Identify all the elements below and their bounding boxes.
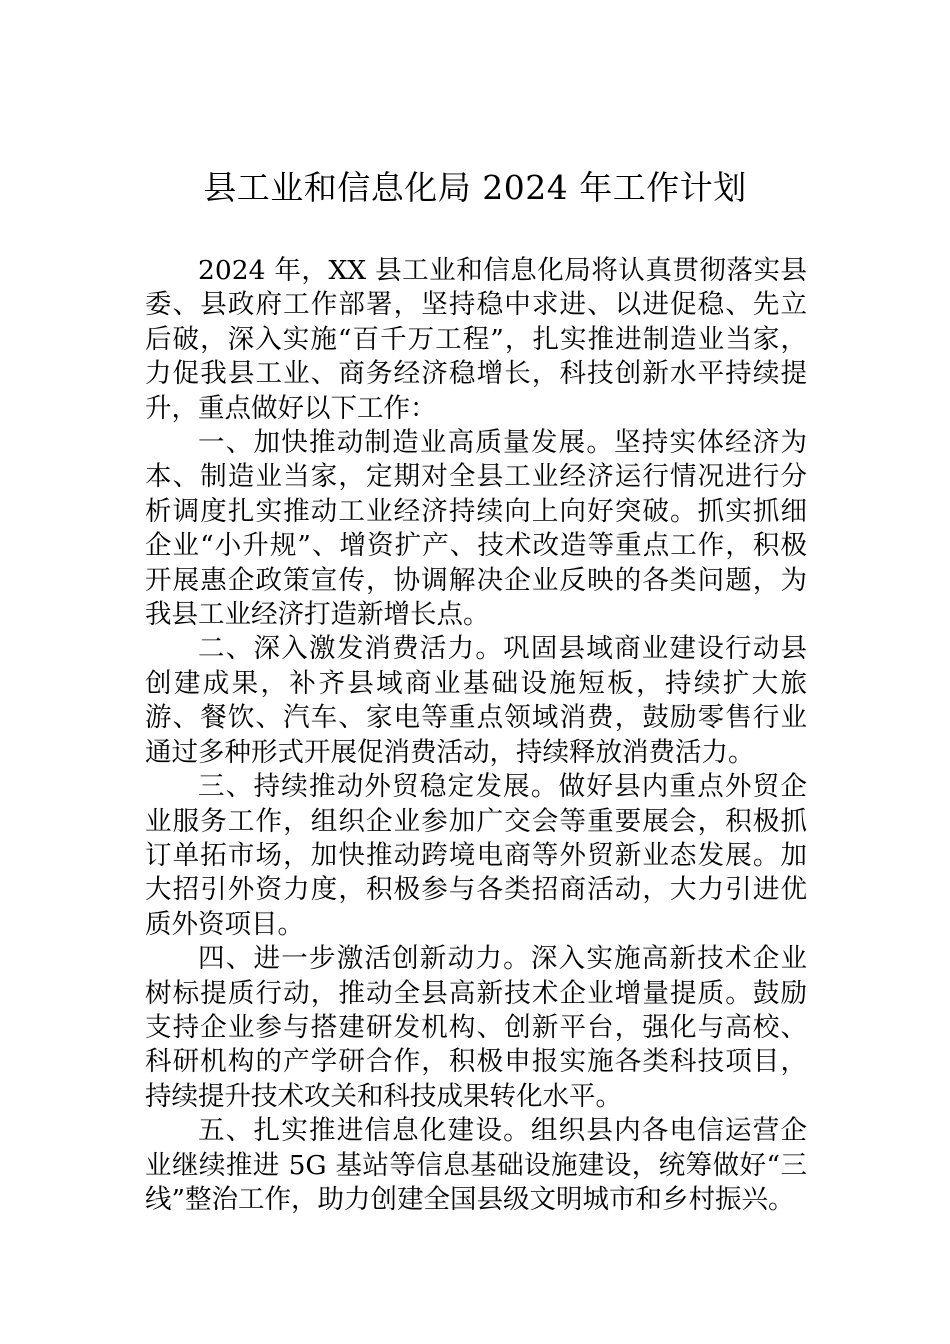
section-2-consumption-paragraph: 二、深入激发消费活力。巩固县域商业建设行动县创建成果，补齐县域商业基础设施短板，持续扩大旅游、餐饮、汽车、家电等重点领域消费，鼓励零售行业通过多种形式开展促消费活动，持续释放消费活力。 [145,633,807,768]
section-3-foreign-trade-paragraph: 三、持续推动外贸稳定发展。做好县内重点外贸企业服务工作，组织企业参加广交会等重要展会，积极抓订单拓市场，加快推动跨境电商等外贸新业态发展。加大招引外资力度，积极参与各类招商活动，大力引进优质外资项目。 [145,771,807,940]
section-4-innovation-paragraph: 四、进一步激活创新动力。深入实施高新技术企业树标提质行动，推动全县高新技术企业增量提质。鼓励支持企业参与搭建研发机构、创新平台，强化与高校、科研机构的产学研合作，积极申报实施各类科技项目，持续提升技术攻关和科技成果转化水平。 [145,943,807,1112]
intro-paragraph: 2024 年，XX 县工业和信息化局将认真贯彻落实县委、县政府工作部署，坚持稳中求进、以进促稳、先立后破，深入实施“百千万工程”，扎实推进制造业当家，力促我县工业、商务经济稳增长，科技创新水平持续提升，重点做好以下工作： [145,255,807,424]
section-5-informatization-paragraph: 五、扎实推进信息化建设。组织县内各电信运营企业继续推进 5G 基站等信息基础设施建设，统筹做好“三线”整治工作，助力创建全国县级文明城市和乡村振兴。 [145,1115,807,1215]
document-title: 县工业和信息化局 2024 年工作计划 [203,168,747,207]
section-1-manufacturing-paragraph: 一、加快推动制造业高质量发展。坚持实体经济为本、制造业当家，定期对全县工业经济运行情况进行分析调度扎实推动工业经济持续向上向好突破。抓实抓细企业“小升规”、增资扩产、技术改造等重点工作，积极开展惠企政策宣传，协调解决企业反映的各类问题，为我县工业经济打造新增长点。 [145,427,807,631]
document-body [145,254,807,1217]
